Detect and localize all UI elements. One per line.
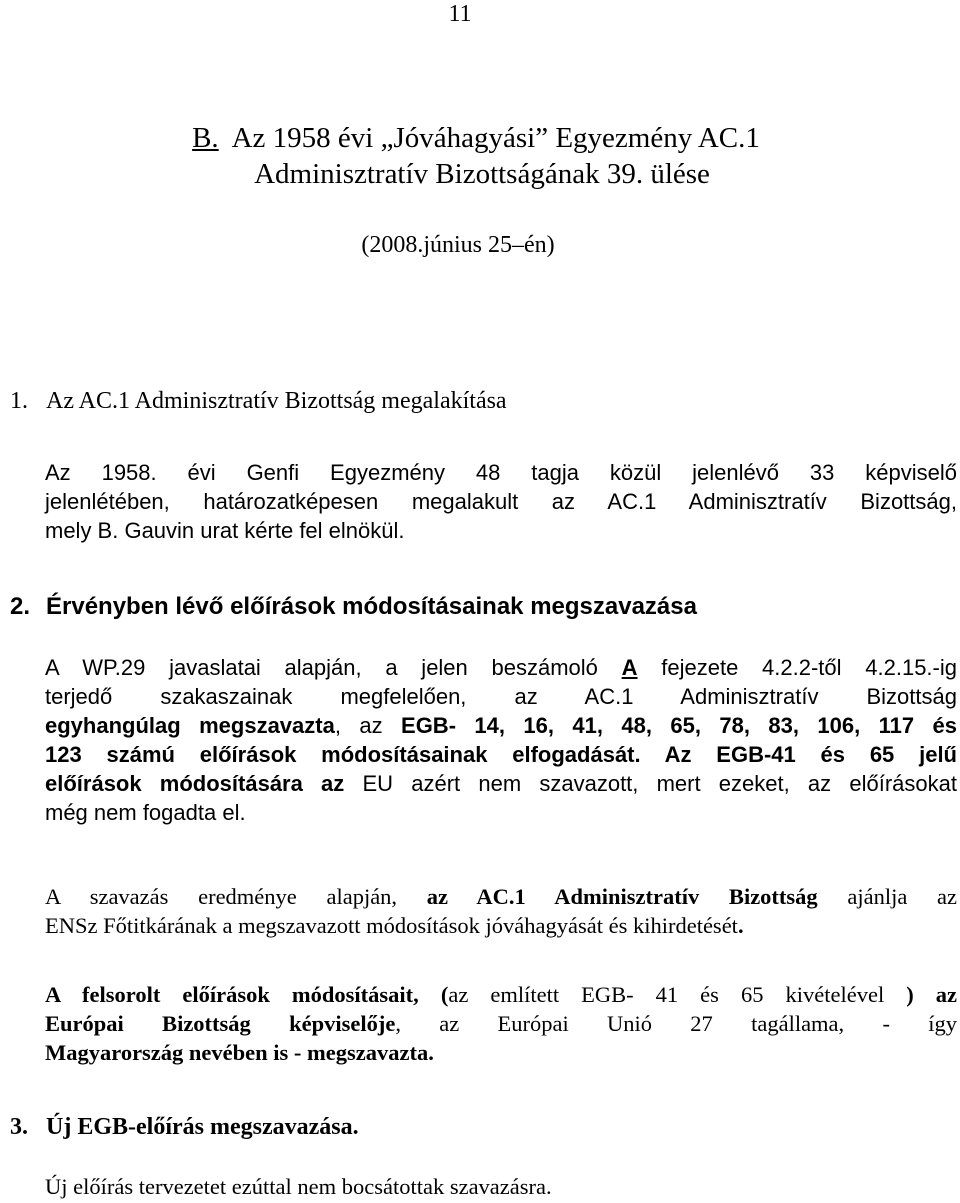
paragraph-line — [45, 769, 957, 798]
text-run-bold: Magyarország nevében is - megszavazta. — [45, 1040, 434, 1065]
paragraph-line: terjedő szakaszainak megfelelően, az AC.1 Adminisztratív Bizottság — [45, 684, 957, 709]
text-run: EU azért nem szavazott, mert ezeket, az előírásokat — [344, 771, 957, 796]
paragraph-line — [45, 1009, 957, 1038]
section-3-heading — [10, 1112, 359, 1142]
text-run-bold: ) az — [906, 982, 958, 1007]
text-run: ENSz Főtitkárának a megszavazott módosítások jóváhagyását és kihirdetését — [45, 913, 738, 938]
text-run: fejezete 4.2.2-től 4.2.15.-ig — [637, 655, 957, 680]
text-run-bold: . — [737, 913, 744, 938]
section-3-title: Új EGB-előírás megszavazása. — [46, 1114, 359, 1140]
section-1-paragraph — [45, 458, 957, 545]
paragraph-line — [45, 911, 957, 940]
section-3-paragraph — [45, 1172, 957, 1201]
text-run-bold: A felsorolt előírások módosításait, ( — [45, 982, 449, 1007]
paragraph-line: még nem fogadta el. — [45, 800, 246, 825]
section-1-title: Az AC.1 Adminisztratív Bizottság megalakítása — [46, 388, 507, 414]
text-run-bold: Európai Bizottság képviselője — [45, 1011, 396, 1036]
text-run: A szavazás eredménye alapján, — [45, 884, 427, 909]
section-1-number: 1. — [10, 388, 28, 414]
text-run: az említett EGB- 41 és 65 kivételével — [448, 982, 907, 1007]
section-1-heading — [10, 386, 507, 416]
paragraph-line — [45, 711, 957, 740]
paragraph-line — [45, 1038, 957, 1067]
text-run: , az Európai Unió 27 tagállama, - így — [395, 1011, 957, 1036]
section-2-number: 2. — [10, 593, 31, 620]
section-2-heading — [10, 592, 697, 622]
section-2-paragraph-3 — [45, 980, 957, 1067]
page-number: 11 — [448, 1, 472, 27]
text-run-bold: EGB- 14, 16, 41, 48, 65, 78, 83, 106, 117 és — [401, 713, 957, 738]
paragraph-line: Új előírás tervezetet ezúttal nem bocsátottak szavazásra. — [45, 1174, 552, 1199]
page-title — [0, 120, 956, 156]
text-run-bold: egyhangúlag megszavazta — [45, 713, 335, 738]
title-line-1: Az 1958 évi „Jóváhagyási” Egyezmény AC.1 — [231, 122, 760, 154]
paragraph-line — [45, 980, 957, 1009]
paragraph-line: jelenlétében, határozatképesen megalakult az AC.1 Adminisztratív Bizottság, — [45, 489, 957, 514]
text-run: A WP.29 javaslatai alapján, a jelen beszámoló — [45, 655, 622, 680]
section-2-paragraph-2 — [45, 882, 957, 940]
paragraph-line — [45, 740, 957, 769]
paragraph-line: Az 1958. évi Genfi Egyezmény 48 tagja közül jelenlévő 33 képviselő — [45, 460, 957, 485]
text-run-bold: 123 számú előírások módosításainak elfogadását. Az EGB-41 és 65 jelű — [45, 742, 957, 767]
text-run-bold: előírások módosítására az — [45, 771, 345, 796]
section-3-number: 3. — [10, 1114, 28, 1140]
section-2-paragraph-1 — [45, 653, 957, 827]
title-letter: B. — [192, 122, 219, 154]
chapter-reference: A — [621, 655, 638, 680]
section-2-title: Érvényben lévő előírások módosításainak megszavazása — [46, 593, 697, 620]
title-line-2: Adminisztratív Bizottságának 39. ülése — [254, 158, 710, 190]
text-run: ajánlja az — [817, 884, 958, 909]
paragraph-line: mely B. Gauvin urat kérte fel elnökül. — [45, 518, 405, 543]
paragraph-line — [45, 882, 957, 911]
meeting-date: (2008.június 25–én) — [361, 232, 555, 258]
paragraph-line — [45, 653, 957, 682]
text-run-bold: az AC.1 Adminisztratív Bizottság — [426, 884, 818, 909]
text-run: , az — [334, 713, 402, 738]
